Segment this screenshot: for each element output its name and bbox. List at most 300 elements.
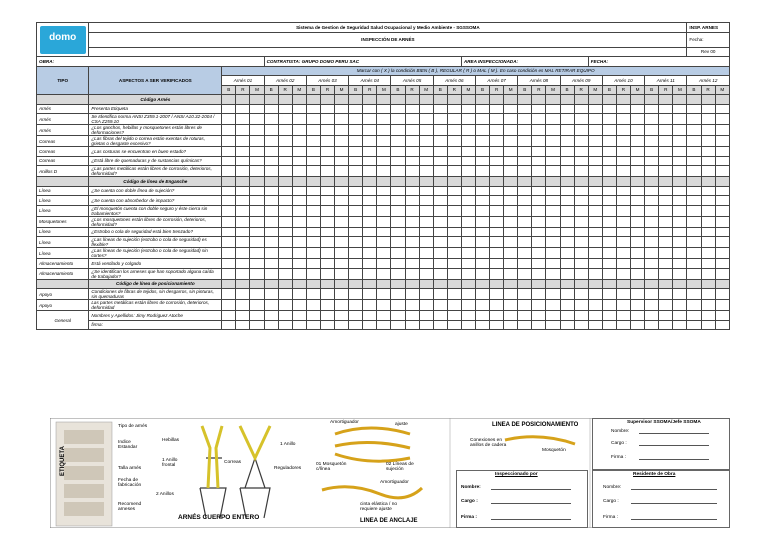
check-cell[interactable] [504, 289, 518, 300]
check-cell[interactable] [250, 268, 264, 279]
check-cell[interactable] [673, 289, 687, 300]
general-nombres[interactable]: Nombres y Apellidos: Jimy Rodriguez Atoche [89, 311, 222, 321]
check-cell[interactable] [532, 156, 546, 166]
check-cell[interactable] [504, 125, 518, 136]
check-cell[interactable] [461, 248, 475, 259]
check-cell[interactable] [518, 268, 532, 279]
check-cell[interactable] [574, 156, 588, 166]
check-cell[interactable] [504, 156, 518, 166]
check-cell[interactable] [602, 196, 616, 206]
check-cell[interactable] [518, 104, 532, 114]
check-cell[interactable] [546, 237, 560, 248]
check-cell[interactable] [236, 166, 250, 177]
check-cell[interactable] [546, 114, 560, 125]
check-cell[interactable] [320, 156, 334, 166]
check-cell[interactable] [250, 311, 264, 321]
check-cell[interactable] [616, 186, 630, 196]
insp-cargo-field[interactable] [491, 499, 571, 504]
check-cell[interactable] [433, 216, 447, 227]
check-cell[interactable] [631, 259, 645, 269]
check-cell[interactable] [433, 227, 447, 237]
check-cell[interactable] [645, 268, 659, 279]
fecha-field[interactable]: FECHA: [588, 57, 729, 67]
check-cell[interactable] [461, 136, 475, 147]
check-cell[interactable] [320, 186, 334, 196]
check-cell[interactable] [631, 289, 645, 300]
check-cell[interactable] [292, 248, 306, 259]
check-cell[interactable] [532, 320, 546, 330]
check-cell[interactable] [659, 268, 673, 279]
check-cell[interactable] [278, 205, 292, 216]
check-cell[interactable] [236, 320, 250, 330]
check-cell[interactable] [560, 300, 574, 311]
check-cell[interactable] [419, 259, 433, 269]
check-cell[interactable] [518, 156, 532, 166]
check-cell[interactable] [560, 320, 574, 330]
check-cell[interactable] [278, 156, 292, 166]
check-cell[interactable] [433, 320, 447, 330]
check-cell[interactable] [278, 237, 292, 248]
check-cell[interactable] [461, 320, 475, 330]
check-cell[interactable] [278, 216, 292, 227]
check-cell[interactable] [377, 227, 391, 237]
check-cell[interactable] [574, 268, 588, 279]
check-cell[interactable] [475, 196, 489, 206]
check-cell[interactable] [461, 166, 475, 177]
check-cell[interactable] [504, 166, 518, 177]
check-cell[interactable] [377, 136, 391, 147]
check-cell[interactable] [588, 136, 602, 147]
check-cell[interactable] [222, 147, 236, 157]
check-cell[interactable] [236, 104, 250, 114]
check-cell[interactable] [588, 259, 602, 269]
check-cell[interactable] [349, 300, 363, 311]
check-cell[interactable] [687, 125, 701, 136]
check-cell[interactable] [349, 186, 363, 196]
check-cell[interactable] [292, 268, 306, 279]
check-cell[interactable] [419, 311, 433, 321]
check-cell[interactable] [574, 227, 588, 237]
check-cell[interactable] [264, 216, 278, 227]
check-cell[interactable] [306, 311, 320, 321]
check-cell[interactable] [292, 166, 306, 177]
check-cell[interactable] [447, 125, 461, 136]
check-cell[interactable] [405, 196, 419, 206]
check-cell[interactable] [715, 125, 729, 136]
check-cell[interactable] [588, 114, 602, 125]
check-cell[interactable] [645, 227, 659, 237]
check-cell[interactable] [391, 320, 405, 330]
check-cell[interactable] [433, 237, 447, 248]
check-cell[interactable] [659, 205, 673, 216]
check-cell[interactable] [320, 227, 334, 237]
check-cell[interactable] [616, 300, 630, 311]
check-cell[interactable] [560, 237, 574, 248]
check-cell[interactable] [306, 289, 320, 300]
check-cell[interactable] [560, 216, 574, 227]
check-cell[interactable] [335, 237, 349, 248]
check-cell[interactable] [363, 156, 377, 166]
check-cell[interactable] [419, 320, 433, 330]
check-cell[interactable] [475, 311, 489, 321]
check-cell[interactable] [602, 125, 616, 136]
check-cell[interactable] [391, 125, 405, 136]
check-cell[interactable] [715, 248, 729, 259]
check-cell[interactable] [320, 196, 334, 206]
check-cell[interactable] [518, 186, 532, 196]
check-cell[interactable] [574, 237, 588, 248]
check-cell[interactable] [574, 300, 588, 311]
check-cell[interactable] [405, 205, 419, 216]
check-cell[interactable] [363, 104, 377, 114]
check-cell[interactable] [616, 259, 630, 269]
check-cell[interactable] [546, 166, 560, 177]
check-cell[interactable] [461, 216, 475, 227]
check-cell[interactable] [687, 320, 701, 330]
check-cell[interactable] [616, 136, 630, 147]
check-cell[interactable] [335, 196, 349, 206]
check-cell[interactable] [687, 186, 701, 196]
check-cell[interactable] [715, 216, 729, 227]
check-cell[interactable] [701, 125, 715, 136]
check-cell[interactable] [222, 311, 236, 321]
check-cell[interactable] [306, 104, 320, 114]
check-cell[interactable] [405, 259, 419, 269]
check-cell[interactable] [292, 205, 306, 216]
check-cell[interactable] [504, 268, 518, 279]
check-cell[interactable] [546, 311, 560, 321]
check-cell[interactable] [518, 147, 532, 157]
check-cell[interactable] [349, 114, 363, 125]
check-cell[interactable] [363, 227, 377, 237]
check-cell[interactable] [715, 114, 729, 125]
check-cell[interactable] [687, 227, 701, 237]
check-cell[interactable] [278, 104, 292, 114]
check-cell[interactable] [447, 196, 461, 206]
check-cell[interactable] [504, 320, 518, 330]
check-cell[interactable] [278, 289, 292, 300]
check-cell[interactable] [250, 125, 264, 136]
check-cell[interactable] [391, 248, 405, 259]
check-cell[interactable] [391, 216, 405, 227]
check-cell[interactable] [419, 248, 433, 259]
check-cell[interactable] [222, 136, 236, 147]
check-cell[interactable] [588, 186, 602, 196]
check-cell[interactable] [701, 205, 715, 216]
check-cell[interactable] [461, 205, 475, 216]
check-cell[interactable] [292, 320, 306, 330]
check-cell[interactable] [391, 166, 405, 177]
check-cell[interactable] [236, 205, 250, 216]
check-cell[interactable] [419, 205, 433, 216]
check-cell[interactable] [532, 227, 546, 237]
check-cell[interactable] [222, 289, 236, 300]
check-cell[interactable] [264, 125, 278, 136]
check-cell[interactable] [701, 248, 715, 259]
check-cell[interactable] [616, 114, 630, 125]
check-cell[interactable] [419, 268, 433, 279]
check-cell[interactable] [447, 186, 461, 196]
check-cell[interactable] [391, 227, 405, 237]
check-cell[interactable] [546, 259, 560, 269]
check-cell[interactable] [645, 311, 659, 321]
check-cell[interactable] [236, 300, 250, 311]
check-cell[interactable] [349, 289, 363, 300]
check-cell[interactable] [320, 268, 334, 279]
check-cell[interactable] [278, 196, 292, 206]
check-cell[interactable] [222, 320, 236, 330]
check-cell[interactable] [588, 248, 602, 259]
check-cell[interactable] [504, 205, 518, 216]
check-cell[interactable] [546, 216, 560, 227]
check-cell[interactable] [320, 300, 334, 311]
check-cell[interactable] [306, 147, 320, 157]
check-cell[interactable] [701, 311, 715, 321]
check-cell[interactable] [433, 166, 447, 177]
check-cell[interactable] [278, 320, 292, 330]
check-cell[interactable] [250, 186, 264, 196]
check-cell[interactable] [532, 289, 546, 300]
check-cell[interactable] [687, 289, 701, 300]
check-cell[interactable] [236, 259, 250, 269]
check-cell[interactable] [377, 248, 391, 259]
check-cell[interactable] [377, 147, 391, 157]
check-cell[interactable] [447, 104, 461, 114]
check-cell[interactable] [306, 156, 320, 166]
check-cell[interactable] [363, 147, 377, 157]
check-cell[interactable] [504, 259, 518, 269]
check-cell[interactable] [645, 196, 659, 206]
check-cell[interactable] [335, 156, 349, 166]
check-cell[interactable] [701, 289, 715, 300]
check-cell[interactable] [588, 156, 602, 166]
check-cell[interactable] [222, 186, 236, 196]
check-cell[interactable] [588, 205, 602, 216]
check-cell[interactable] [574, 166, 588, 177]
check-cell[interactable] [602, 289, 616, 300]
check-cell[interactable] [602, 136, 616, 147]
check-cell[interactable] [349, 227, 363, 237]
check-cell[interactable] [306, 248, 320, 259]
check-cell[interactable] [518, 320, 532, 330]
check-cell[interactable] [560, 205, 574, 216]
check-cell[interactable] [602, 320, 616, 330]
check-cell[interactable] [631, 156, 645, 166]
check-cell[interactable] [631, 136, 645, 147]
check-cell[interactable] [320, 147, 334, 157]
check-cell[interactable] [602, 156, 616, 166]
check-cell[interactable] [349, 311, 363, 321]
check-cell[interactable] [532, 311, 546, 321]
check-cell[interactable] [616, 227, 630, 237]
check-cell[interactable] [616, 320, 630, 330]
check-cell[interactable] [363, 300, 377, 311]
check-cell[interactable] [236, 114, 250, 125]
check-cell[interactable] [250, 104, 264, 114]
check-cell[interactable] [560, 104, 574, 114]
check-cell[interactable] [433, 259, 447, 269]
check-cell[interactable] [588, 125, 602, 136]
check-cell[interactable] [687, 216, 701, 227]
check-cell[interactable] [391, 300, 405, 311]
check-cell[interactable] [419, 166, 433, 177]
check-cell[interactable] [236, 237, 250, 248]
check-cell[interactable] [447, 147, 461, 157]
check-cell[interactable] [461, 311, 475, 321]
check-cell[interactable] [363, 248, 377, 259]
check-cell[interactable] [546, 248, 560, 259]
check-cell[interactable] [588, 300, 602, 311]
sup-cargo-field[interactable] [639, 441, 709, 446]
check-cell[interactable] [433, 300, 447, 311]
check-cell[interactable] [602, 114, 616, 125]
check-cell[interactable] [602, 268, 616, 279]
check-cell[interactable] [546, 136, 560, 147]
check-cell[interactable] [518, 237, 532, 248]
check-cell[interactable] [222, 227, 236, 237]
check-cell[interactable] [405, 227, 419, 237]
check-cell[interactable] [363, 289, 377, 300]
check-cell[interactable] [546, 320, 560, 330]
check-cell[interactable] [292, 104, 306, 114]
check-cell[interactable] [602, 248, 616, 259]
check-cell[interactable] [391, 114, 405, 125]
obra-field[interactable]: OBRA: [37, 57, 265, 67]
check-cell[interactable] [475, 248, 489, 259]
check-cell[interactable] [419, 289, 433, 300]
sup-firma-field[interactable] [639, 455, 709, 460]
check-cell[interactable] [602, 205, 616, 216]
check-cell[interactable] [306, 227, 320, 237]
check-cell[interactable] [560, 196, 574, 206]
check-cell[interactable] [320, 259, 334, 269]
check-cell[interactable] [574, 196, 588, 206]
check-cell[interactable] [659, 186, 673, 196]
check-cell[interactable] [278, 259, 292, 269]
check-cell[interactable] [588, 311, 602, 321]
check-cell[interactable] [250, 156, 264, 166]
check-cell[interactable] [574, 186, 588, 196]
check-cell[interactable] [461, 114, 475, 125]
check-cell[interactable] [419, 216, 433, 227]
check-cell[interactable] [588, 320, 602, 330]
check-cell[interactable] [546, 205, 560, 216]
check-cell[interactable] [715, 205, 729, 216]
check-cell[interactable] [335, 216, 349, 227]
check-cell[interactable] [659, 259, 673, 269]
check-cell[interactable] [349, 248, 363, 259]
check-cell[interactable] [292, 156, 306, 166]
check-cell[interactable] [673, 147, 687, 157]
check-cell[interactable] [560, 136, 574, 147]
check-cell[interactable] [490, 114, 504, 125]
check-cell[interactable] [250, 289, 264, 300]
check-cell[interactable] [532, 114, 546, 125]
check-cell[interactable] [701, 156, 715, 166]
check-cell[interactable] [433, 186, 447, 196]
check-cell[interactable] [574, 320, 588, 330]
check-cell[interactable] [349, 147, 363, 157]
check-cell[interactable] [645, 114, 659, 125]
check-cell[interactable] [461, 289, 475, 300]
check-cell[interactable] [349, 136, 363, 147]
check-cell[interactable] [645, 248, 659, 259]
check-cell[interactable] [631, 227, 645, 237]
check-cell[interactable] [377, 289, 391, 300]
check-cell[interactable] [490, 259, 504, 269]
check-cell[interactable] [264, 114, 278, 125]
check-cell[interactable] [447, 289, 461, 300]
check-cell[interactable] [532, 268, 546, 279]
check-cell[interactable] [264, 311, 278, 321]
check-cell[interactable] [475, 268, 489, 279]
check-cell[interactable] [292, 289, 306, 300]
check-cell[interactable] [264, 227, 278, 237]
check-cell[interactable] [518, 196, 532, 206]
check-cell[interactable] [363, 216, 377, 227]
check-cell[interactable] [701, 136, 715, 147]
check-cell[interactable] [461, 186, 475, 196]
check-cell[interactable] [659, 196, 673, 206]
check-cell[interactable] [701, 237, 715, 248]
check-cell[interactable] [518, 125, 532, 136]
check-cell[interactable] [419, 237, 433, 248]
check-cell[interactable] [659, 289, 673, 300]
check-cell[interactable] [687, 268, 701, 279]
check-cell[interactable] [659, 166, 673, 177]
check-cell[interactable] [320, 216, 334, 227]
check-cell[interactable] [433, 136, 447, 147]
check-cell[interactable] [715, 300, 729, 311]
check-cell[interactable] [278, 227, 292, 237]
check-cell[interactable] [518, 311, 532, 321]
check-cell[interactable] [391, 156, 405, 166]
check-cell[interactable] [377, 196, 391, 206]
check-cell[interactable] [574, 136, 588, 147]
check-cell[interactable] [490, 268, 504, 279]
check-cell[interactable] [673, 104, 687, 114]
check-cell[interactable] [645, 237, 659, 248]
check-cell[interactable] [278, 248, 292, 259]
check-cell[interactable] [532, 166, 546, 177]
check-cell[interactable] [490, 166, 504, 177]
check-cell[interactable] [475, 186, 489, 196]
check-cell[interactable] [433, 125, 447, 136]
check-cell[interactable] [363, 114, 377, 125]
check-cell[interactable] [673, 237, 687, 248]
check-cell[interactable] [264, 136, 278, 147]
check-cell[interactable] [574, 104, 588, 114]
check-cell[interactable] [377, 259, 391, 269]
check-cell[interactable] [278, 311, 292, 321]
check-cell[interactable] [659, 248, 673, 259]
check-cell[interactable] [659, 147, 673, 157]
check-cell[interactable] [673, 196, 687, 206]
check-cell[interactable] [320, 104, 334, 114]
check-cell[interactable] [673, 186, 687, 196]
check-cell[interactable] [236, 136, 250, 147]
check-cell[interactable] [335, 259, 349, 269]
check-cell[interactable] [433, 196, 447, 206]
check-cell[interactable] [645, 320, 659, 330]
check-cell[interactable] [405, 136, 419, 147]
check-cell[interactable] [687, 136, 701, 147]
check-cell[interactable] [504, 300, 518, 311]
sup-nombre-field[interactable] [639, 429, 709, 434]
check-cell[interactable] [560, 311, 574, 321]
check-cell[interactable] [574, 289, 588, 300]
check-cell[interactable] [546, 156, 560, 166]
